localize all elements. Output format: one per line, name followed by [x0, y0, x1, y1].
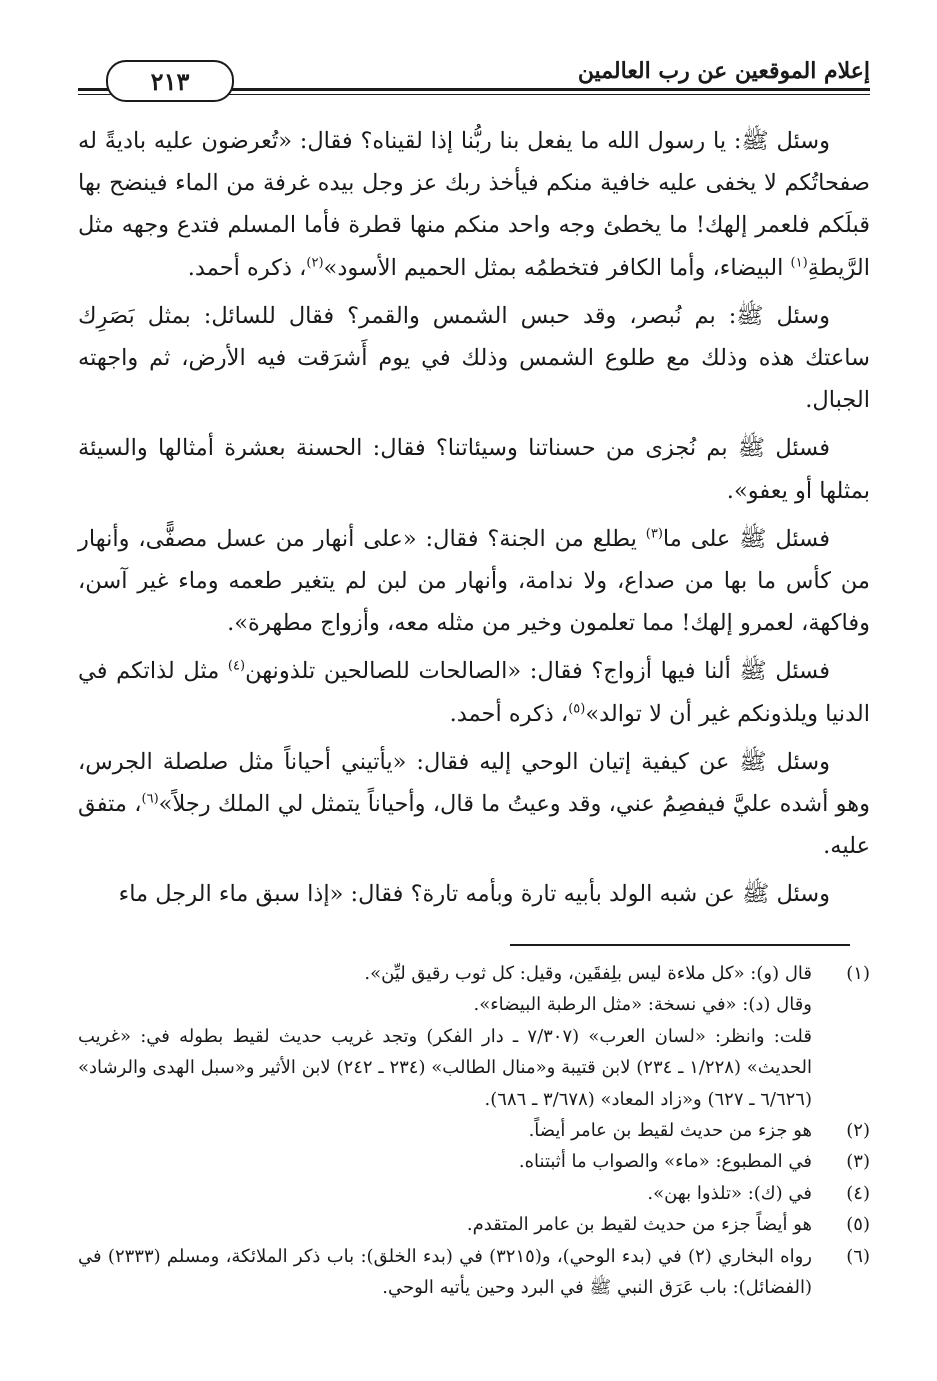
text-run: وسئل ﷺ: يا رسول الله ما يفعل بنا ربُّنا إذا لقيناه؟ فقال: «تُعرضون عليه باديةً له صفحاتُكم لا يخفى عليه خافية منكم فيأخذ ربك عز وجل بيده غرفة من الماء فينضح بها قبلَكم فلعمر إلهك! ما يخطئ وجه واحد منكم منها قطرة فأما المسلم فتدع وجهه مثل الرَّيطةِ	[78, 128, 870, 281]
page-header	[78, 44, 870, 104]
paragraph	[78, 295, 870, 422]
text-run: ، ذكره أحمد.	[187, 254, 307, 281]
footnote-text: في (ك): «تلذوا بهن».	[647, 1182, 812, 1204]
paragraph	[78, 120, 870, 289]
footnote-ref: (٦)	[141, 791, 159, 807]
footnote	[78, 1241, 870, 1304]
footnote-ref: (٢)	[306, 255, 324, 271]
main-text	[78, 120, 870, 922]
text-run: ، ذكره أحمد.	[449, 700, 569, 727]
footnote	[78, 958, 870, 989]
footnote-ref: (٥)	[568, 701, 586, 717]
footnote-text: قلت: وانظر: «لسان العرب» (٧/٣٠٧ ـ دار الفكر) وتجد غريب حديث لقيط بطوله في: «غريب الحديث» (١/٢٢٨ ـ ٢٣٤) لابن قتيبة و«منال الطالب» (٢٣٤ ـ ٢٤٢) لابن الأثير و«سبل الهدى والرشاد» (٦/٦٢٦ ـ ٦٢٧) و«زاد المعاد» (٣/٦٧٨ ـ ٦٨٦).	[78, 1025, 813, 1110]
text-run: وسئل ﷺ: بم نُبصر، وقد حبس الشمس والقمر؟ فقال للسائل: بمثل بَصَرِك ساعتك هذه وذلك مع طلوع الشمس وذلك في يوم أَشرَقت فيه الأرض، ثم واجهته الجبال.	[78, 302, 870, 414]
running-title: إعلام الموقعين عن رب العالمين	[577, 58, 870, 84]
footnote-text: هو أيضاً جزء من حديث لقيط بن عامر المتقدم.	[466, 1214, 812, 1236]
footnote-separator	[510, 944, 850, 946]
paragraph	[78, 518, 870, 645]
footnote-ref: (١)	[790, 255, 808, 271]
text-run: فسئل ﷺ بم نُجزى من حسناتنا وسيئاتنا؟ فقال: الحسنة بعشرة أمثالها والسيئة بمثلها أو يعفو».	[78, 435, 870, 504]
footnote-ref: (٣)	[645, 526, 663, 542]
text-run: ، متفق عليه.	[78, 791, 870, 860]
footnote	[78, 1178, 870, 1209]
footnote	[78, 1209, 870, 1240]
footnote-text: قال (و): «كل ملاءة ليس بلِفقَين، وقيل: كل ثوب رقيق ليِّن».	[364, 963, 812, 984]
page-number-badge	[106, 60, 234, 102]
paragraph	[78, 427, 870, 511]
page-number: ٢١٣	[150, 66, 190, 96]
footnote	[78, 1146, 870, 1177]
text-run: مثل لذاتكم في الدنيا ويلذونكم غير أن لا توالد»	[78, 658, 870, 727]
text-run: فسئل ﷺ على ما	[662, 525, 830, 552]
footnote-text: هو جزء من حديث لقيط بن عامر أيضاً.	[528, 1120, 812, 1142]
footnotes	[78, 958, 870, 1303]
footnote-ref: (٤)	[227, 658, 246, 674]
footnote	[78, 989, 870, 1020]
footnote-number	[812, 989, 870, 1020]
footnote-number: (٦)	[846, 1245, 870, 1267]
footnote-number: (٤)	[846, 1182, 870, 1204]
footnote-text: في المطبوع: «ماء» والصواب ما أثبتناه.	[518, 1151, 812, 1173]
footnote-number: (٢)	[846, 1120, 870, 1142]
footnote	[78, 1021, 870, 1115]
text-run: وسئل ﷺ عن كيفية إتيان الوحي إليه فقال: «يأتيني أحياناً مثل صلصلة الجرس، وهو أشده عليَّ فيفصِمُ عني، وقد وعيتُ ما قال، وأحياناً يتمثل لي الملك رجلاً»	[78, 748, 870, 818]
footnote	[78, 1115, 870, 1146]
footnote-number: (٥)	[846, 1214, 870, 1236]
footnote-number: (١)	[846, 963, 870, 984]
footnote-number	[812, 1021, 870, 1115]
paragraph	[78, 873, 870, 915]
paragraph	[78, 650, 870, 734]
paragraph	[78, 741, 870, 868]
footnote-number: (٣)	[846, 1151, 870, 1173]
text-run: البيضاء، وأما الكافر فتخطمُه بمثل الحميم الأسود»	[323, 254, 791, 281]
text-run: يطلع من الجنة؟ فقال: «على أنهار من عسل مصفًّى، وأنهار من كأس ما بها من صداع، ولا ندامة، وأنهار من لبن لم يتغير طعمه وماء غير آسن، وفاكهة، لعمرو إلهك! مما تعلمون وخير من مثله معه، وأزواج مطهرة».	[78, 525, 870, 637]
footnote-text: وقال (د): «في نسخة: «مثل الرطبة البيضاء».	[473, 994, 812, 1016]
text-run: فسئل ﷺ ألنا فيها أزواج؟ فقال: «الصالحات للصالحين تلذونهن	[245, 658, 830, 685]
footnote-text: رواه البخاري (٢) في (بدء الوحي)، و(٣٢١٥) في (بدء الخلق): باب ذكر الملائكة، ومسلم (٢٣٣٣) في (الفضائل): باب عَرَق النبي ﷺ في البرد وحين يأتيه الوحي.	[78, 1245, 812, 1299]
text-run: وسئل ﷺ عن شبه الولد بأبيه تارة وبأمه تارة؟ فقال: «إذا سبق ماء الرجل ماء	[118, 881, 830, 908]
